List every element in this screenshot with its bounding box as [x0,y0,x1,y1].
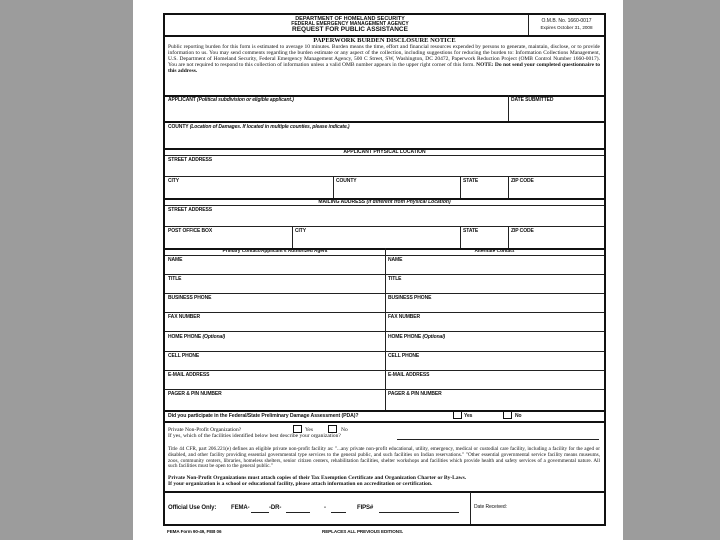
physical-state-label: STATE [463,178,479,184]
alternate-fax-label: FAX NUMBER [388,314,421,320]
pda-question: Did you participate in the Federal/State Preliminary Damage Assessment (PDA)? [168,413,359,419]
official-fema-line[interactable] [251,512,269,513]
applicant-label: APPLICANT (Political subdivision or eligible applicant.) [168,97,294,103]
primary-name-label: NAME [168,257,183,263]
mailing-state-label: STATE [463,228,479,234]
pnp-attach-note-1: Private Non-Profit Organizations must attach copies of their Tax Exemption Certificate and Organization Charter or By-Laws. [168,475,467,481]
primary-business-phone-label: BUSINESS PHONE [168,295,212,301]
physical-county-label: COUNTY [336,178,357,184]
primary-fax-label: FAX NUMBER [168,314,201,320]
pnp-attach-note-2: If your organization is a school or educational facility, please attach information on accreditation or certification. [168,481,433,487]
date-received-label: Date Received: [474,504,507,510]
burden-text: Public reporting burden for this form is estimated to average 10 minutes. Burden means the time, effort and financial resources expended by persons to generate, maintain, disclose, or to provide information to us. You may send comments regarding the burden estimate or any aspect of the collection, including suggestions for reducing the burden to: Information Collections Management, U.S. Department of Homeland Security, Federal Emergency Management Agency, 500 C Street, SW, Washington, DC 20472, Paperwork Reduction Project (OMB Control Number 1660-0017). You are not required to respond to this collection of information unless a valid OMB number appears in the upper right corner of this form. NOTE: Do not send your completed questionnaire to this address. [168,44,600,75]
pnp-cfr-definition: Title 44 CFR, part 206.221(e) defines an eligible private non-profit facility as: "...any private non-profit educational, utility, emergency, medical or custodial care facility, including a facility for the aged or disabled, and other facility providing essential governmental type services to the general public, and such facilities on Indian reservations." "Other essential governmental service facility means museums, zoos, community centers, libraries, homeless shelters, senior citizen centers, rehabilitation facilities, shelter workshops and facilities which provide health and safety services of a governmental nature. All such facilities must be open to the general public." [168,446,600,470]
left-margin [0,0,133,540]
mailing-address-title: MAILING ADDRESS (if different from Physical Location) [318,199,451,205]
omb-number: O.M.B. No. 1660-0017 [541,18,592,24]
pda-no-checkbox[interactable] [503,411,512,419]
alternate-pager-label: PAGER & PIN NUMBER [388,391,442,397]
physical-zip-label: ZIP CODE [511,178,534,184]
fema-request-form [163,13,606,526]
mailing-city-label: CITY [295,228,306,234]
form-header [165,15,604,35]
mailing-po-box-label: POST OFFICE BOX [168,228,213,234]
pnp-yes-checkbox[interactable] [293,425,302,433]
alternate-cell-phone-label: CELL PHONE [388,353,420,359]
omb-expires: Expires October 31, 2008 [540,25,593,30]
physical-city-label: CITY [168,178,179,184]
form-title: REQUEST FOR PUBLIC ASSISTANCE [292,26,408,33]
primary-pager-label: PAGER & PIN NUMBER [168,391,222,397]
date-submitted-label: DATE SUBMITTED [511,97,554,103]
mailing-zip-label: ZIP CODE [511,228,534,234]
physical-street-label: STREET ADDRESS [168,157,212,163]
official-seq-line[interactable] [331,512,346,513]
primary-contact-title: Primary Contact/Applicant's Authorized Agent [222,249,328,254]
pnp-question: Private Non-Profit Organization? [168,427,242,433]
alternate-name-label: NAME [388,257,403,263]
official-dash-label: - [324,505,326,511]
official-use-label: Official Use Only: [168,505,217,511]
alternate-contact-title: Alternate Contact [474,249,515,254]
county-label: COUNTY (Location of Damages. If located in multiple counties, please indicate.) [168,124,350,130]
replaces-editions: REPLACES ALL PREVIOUS EDITIONS. [322,529,404,534]
alternate-business-phone-label: BUSINESS PHONE [388,295,432,301]
official-fema-label: FEMA- [231,505,250,511]
alternate-home-phone-label: HOME PHONE (Optional) [388,334,446,340]
pnp-no-checkbox[interactable] [328,425,337,433]
pnp-which-answer-line[interactable] [397,439,599,440]
physical-location-title: APPLICANT PHYSICAL LOCATION [343,149,426,155]
official-dr-line[interactable] [286,512,310,513]
primary-home-phone-label: HOME PHONE (Optional) [168,334,226,340]
official-use-row [165,492,604,524]
agency-line-2: FEDERAL EMERGENCY MANAGEMENT AGENCY [291,21,409,27]
primary-cell-phone-label: CELL PHONE [168,353,200,359]
pnp-which-question: If yes, which of the facilities identified below best describe your organization? [168,433,341,439]
pda-yes-label: Yes [464,413,473,419]
burden-title: PAPERWORK BURDEN DISCLOSURE NOTICE [313,37,456,44]
official-dr-label: -DR- [269,505,282,511]
alternate-email-label: E-MAIL ADDRESS [388,372,430,378]
pnp-no-label: No [341,427,348,433]
form-number: FEMA Form 90-49, FEB 06 [167,529,222,534]
primary-title-label: TITLE [168,276,182,282]
official-fips-label: FIPS# [357,505,374,511]
primary-email-label: E-MAIL ADDRESS [168,372,210,378]
right-margin [623,0,720,540]
burden-note: NOTE: Do not send your completed questionnaire to this address. [168,62,600,75]
mailing-street-label: STREET ADDRESS [168,207,212,213]
agency-line-1: DEPARTMENT OF HOMELAND SECURITY [295,16,405,22]
official-fips-line[interactable] [379,512,459,513]
pda-yes-checkbox[interactable] [453,411,462,419]
alternate-title-label: TITLE [388,276,402,282]
pda-no-label: No [515,413,522,419]
pnp-yes-label: Yes [305,427,314,433]
